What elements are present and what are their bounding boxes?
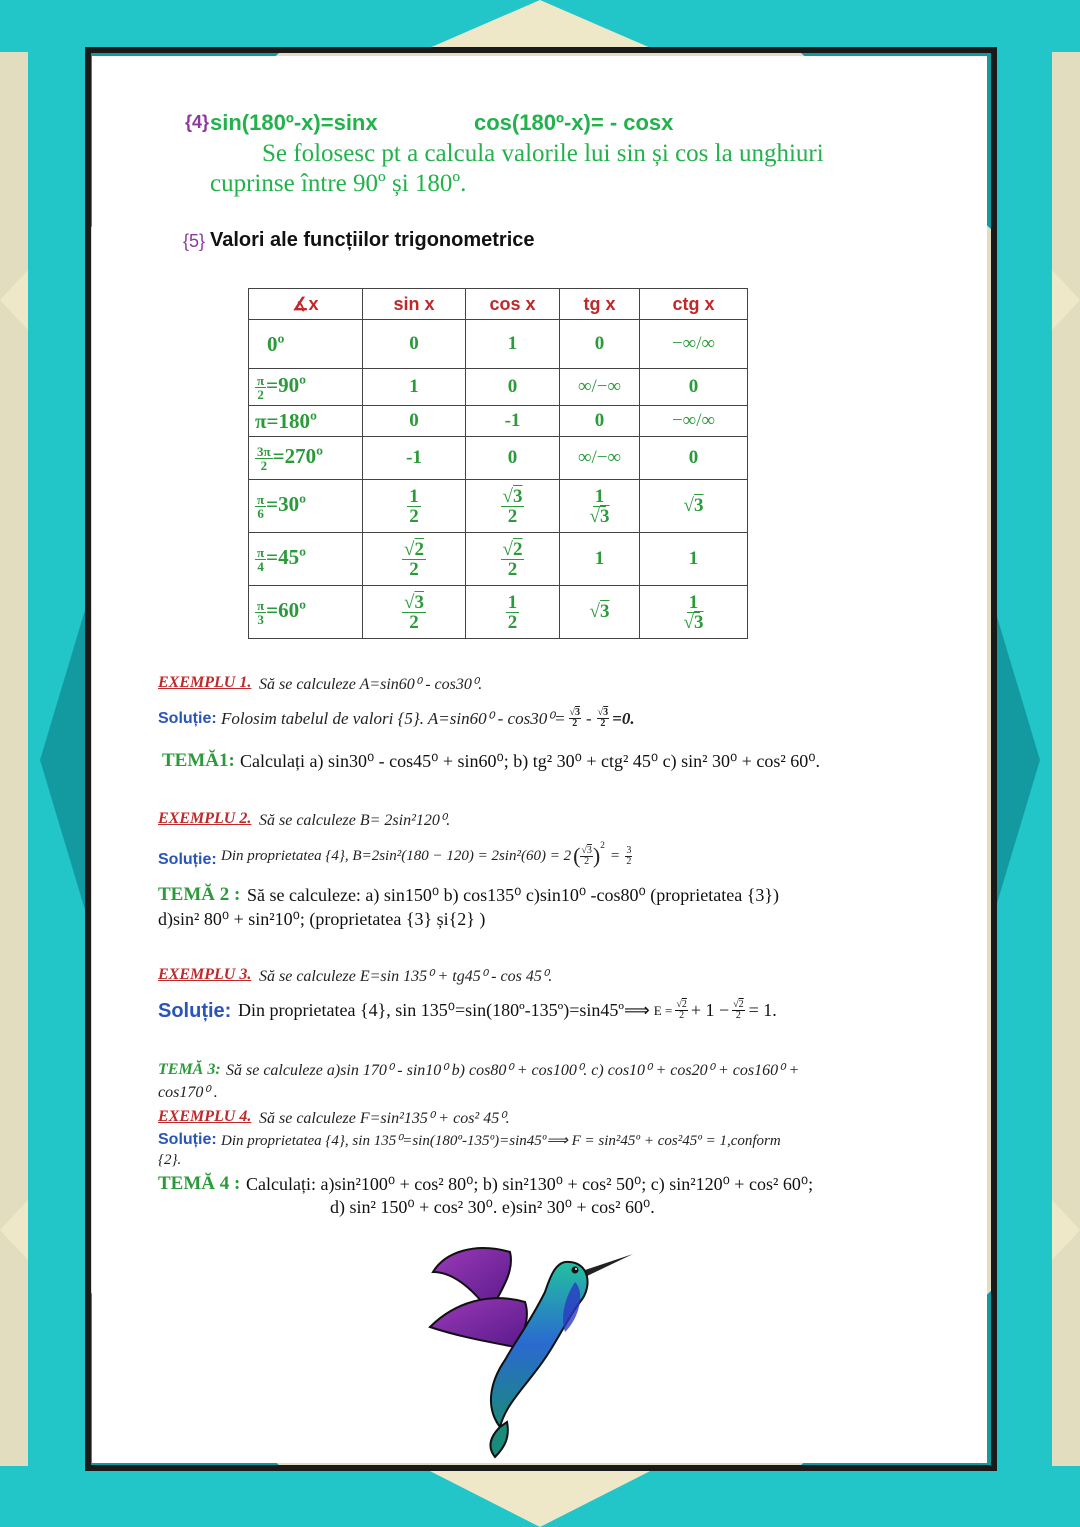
example3-result: = 1. <box>748 1000 777 1020</box>
trig-values-table <box>248 288 748 639</box>
example4-solution: Din proprietatea {4}, sin 135⁰=sin(180º-135º)=sin45º⟹ F = sin²45º + cos²45º = 1,conform <box>221 1133 781 1149</box>
example4-statement: Să se calculeze F=sin²135⁰ + cos² 45⁰. <box>259 1110 510 1127</box>
angle-cell: $\frac{\pi}{4}$ =45º <box>249 533 363 586</box>
sqrt2-over-2-b: $\frac{√2}{2}$ <box>733 999 744 1021</box>
value-cell: 1 <box>363 369 466 406</box>
value-cell: -1 <box>363 437 466 480</box>
table-row <box>249 369 748 406</box>
example2-solution-label: Soluție: <box>158 851 217 868</box>
example4-solution-label: Soluție: <box>158 1131 217 1148</box>
value-cell: −∞/∞ <box>640 320 748 369</box>
table-row <box>249 320 748 369</box>
prop5-title: Valori ale funcțiilor trigonometrice <box>210 229 535 251</box>
value-cell: 1 <box>466 320 560 369</box>
equals-sign: = <box>610 847 620 864</box>
example4-title: EXEMPLU 4. <box>158 1108 252 1125</box>
example3-title: EXEMPLU 3. <box>158 966 252 983</box>
example2-solution <box>221 843 632 869</box>
cos-supplement-formula: cos(180º-x)= - cosx <box>474 110 674 135</box>
table-row <box>249 480 748 533</box>
paren-close: ) <box>592 843 601 868</box>
plus-one-minus: + 1 − <box>690 1000 730 1020</box>
table-row <box>249 406 748 437</box>
table-header-cell: tg x <box>560 289 640 320</box>
example1-result: =0. <box>612 708 635 728</box>
value-cell: $\frac{1}{2}$ <box>363 480 466 533</box>
value-cell: 0 <box>640 437 748 480</box>
e-equals: E = <box>653 1002 673 1018</box>
angle-cell: $\frac{\pi}{2}$ =90º <box>249 369 363 406</box>
example3-statement: Să se calculeze E=sin 135⁰ + tg45⁰ - cos 45⁰. <box>259 968 553 985</box>
value-cell: 0 <box>466 437 560 480</box>
tema3-line2: cos170⁰ . <box>158 1084 218 1101</box>
example1-title: EXEMPLU 1. <box>158 674 252 691</box>
example4-solution-line2: {2}. <box>158 1152 182 1168</box>
example2-title: EXEMPLU 2. <box>158 810 252 827</box>
value-cell: −∞/∞ <box>640 406 748 437</box>
tema4-label: TEMĂ 4 : <box>158 1173 241 1194</box>
value-cell: 0 <box>363 320 466 369</box>
table-row <box>249 437 748 480</box>
sqrt3-over-2-a: $\frac{√3}{2}$ <box>569 707 580 729</box>
example3-solution <box>238 1000 777 1021</box>
value-cell: ∞/−∞ <box>560 369 640 406</box>
sin-supplement-formula: sin(180º-x)=sinx <box>210 110 378 135</box>
value-cell: $\frac{√3}{2}$ <box>363 586 466 639</box>
value-cell: -1 <box>466 406 560 437</box>
sqrt2-over-2-a: $\frac{√2}{2}$ <box>676 999 687 1021</box>
value-cell: √3 <box>560 586 640 639</box>
table-header-cell: ctg x <box>640 289 748 320</box>
value-cell: $\frac{1}{√3}$ <box>640 586 748 639</box>
prop4-note-line2: cuprinse între 90º și 180º. <box>210 170 467 197</box>
example1-statement: Să se calculeze A=sin60⁰ - cos30⁰. <box>259 676 483 693</box>
tema3-label: TEMĂ 3: <box>158 1061 221 1078</box>
table-row <box>249 533 748 586</box>
example2-solution-text: Din proprietatea {4}, B=2sin²(180 − 120) = 2sin²(60) = 2 <box>221 847 572 864</box>
value-cell: 0 <box>560 406 640 437</box>
paren-open: ( <box>573 843 581 868</box>
sqrt3-over-2-b: $\frac{√3}{2}$ <box>597 707 609 729</box>
value-cell: 1 <box>640 533 748 586</box>
table-row <box>249 586 748 639</box>
angle-cell: $\frac{3\pi}{2}$ =270º <box>249 437 363 480</box>
angle-cell: π=180º <box>249 406 363 437</box>
value-cell: ∞/−∞ <box>560 437 640 480</box>
table-header-cell: cos x <box>466 289 560 320</box>
example2-statement: Să se calculeze B= 2sin²120⁰. <box>259 812 451 829</box>
value-cell: 0 <box>466 369 560 406</box>
value-cell: $\frac{1}{√3}$ <box>560 480 640 533</box>
sqrt3-over-2-c: √3 2 <box>581 844 592 867</box>
exponent-2: 2 <box>600 841 605 851</box>
value-cell: $\frac{√2}{2}$ <box>363 533 466 586</box>
hummingbird-illustration <box>415 1232 640 1460</box>
tema2-line2: d)sin² 80⁰ + sin²10⁰; (proprietatea {3} și{2} ) <box>158 909 486 929</box>
prop4-label: {4} <box>185 112 210 132</box>
tema2-line1: Să se calculeze: a) sin150⁰ b) cos135⁰ c)sin10⁰ -cos80⁰ (proprietatea {3}) <box>247 885 779 905</box>
value-cell: 0 <box>363 406 466 437</box>
value-cell: $\frac{√3}{2}$ <box>466 480 560 533</box>
example1-solution-label: Soluție: <box>158 710 217 727</box>
tema3-line1: Să se calculeze a)sin 170⁰ - sin10⁰ b) cos80⁰ + cos100⁰. c) cos10⁰ + cos20⁰ + cos160⁰ + <box>226 1062 800 1079</box>
tema4-line1: Calculați: a)sin²100⁰ + cos² 80⁰; b) sin²130⁰ + cos² 50⁰; c) sin²120⁰ + cos² 60⁰; <box>246 1174 814 1194</box>
example1-solution <box>221 708 635 729</box>
minus-sign: - <box>586 708 592 728</box>
example1-solution-text: Folosim tabelul de valori {5}. A=sin60⁰ - cos30⁰= <box>221 708 566 728</box>
angle-cell: $\frac{\pi}{6}$ =30º <box>249 480 363 533</box>
prop4-note-line1: Se folosesc pt a calcula valorile lui sin și cos la unghiuri <box>262 140 824 167</box>
tema1-label: TEMĂ1: <box>162 750 235 771</box>
table-header-cell: ∡x <box>249 289 363 320</box>
three-over-two: $\frac{3}{2}$ <box>626 844 632 867</box>
example3-solution-text: Din proprietatea {4}, sin 135⁰=sin(180º-135º)=sin45º⟹ <box>238 1000 650 1020</box>
value-cell: $\frac{√2}{2}$ <box>466 533 560 586</box>
table-header-cell: sin x <box>363 289 466 320</box>
angle-cell: $\frac{\pi}{3}$ =60º <box>249 586 363 639</box>
prop5-label: {5} <box>183 231 206 251</box>
value-cell: √3 <box>640 480 748 533</box>
value-cell: 0 <box>560 320 640 369</box>
tema4-line2: d) sin² 150⁰ + cos² 30⁰. e)sin² 30⁰ + cos² 60⁰. <box>330 1197 655 1217</box>
tema2-label: TEMĂ 2 : <box>158 884 241 905</box>
value-cell: 0 <box>640 369 748 406</box>
tema1-text: Calculați a) sin30⁰ - cos45⁰ + sin60⁰; b) tg² 30⁰ + ctg² 45⁰ c) sin² 30⁰ + cos² 60⁰. <box>240 751 820 771</box>
angle-cell: 0º <box>249 320 363 369</box>
example3-solution-label: Soluție: <box>158 1000 232 1022</box>
value-cell: 1 <box>560 533 640 586</box>
value-cell: $\frac{1}{2}$ <box>466 586 560 639</box>
